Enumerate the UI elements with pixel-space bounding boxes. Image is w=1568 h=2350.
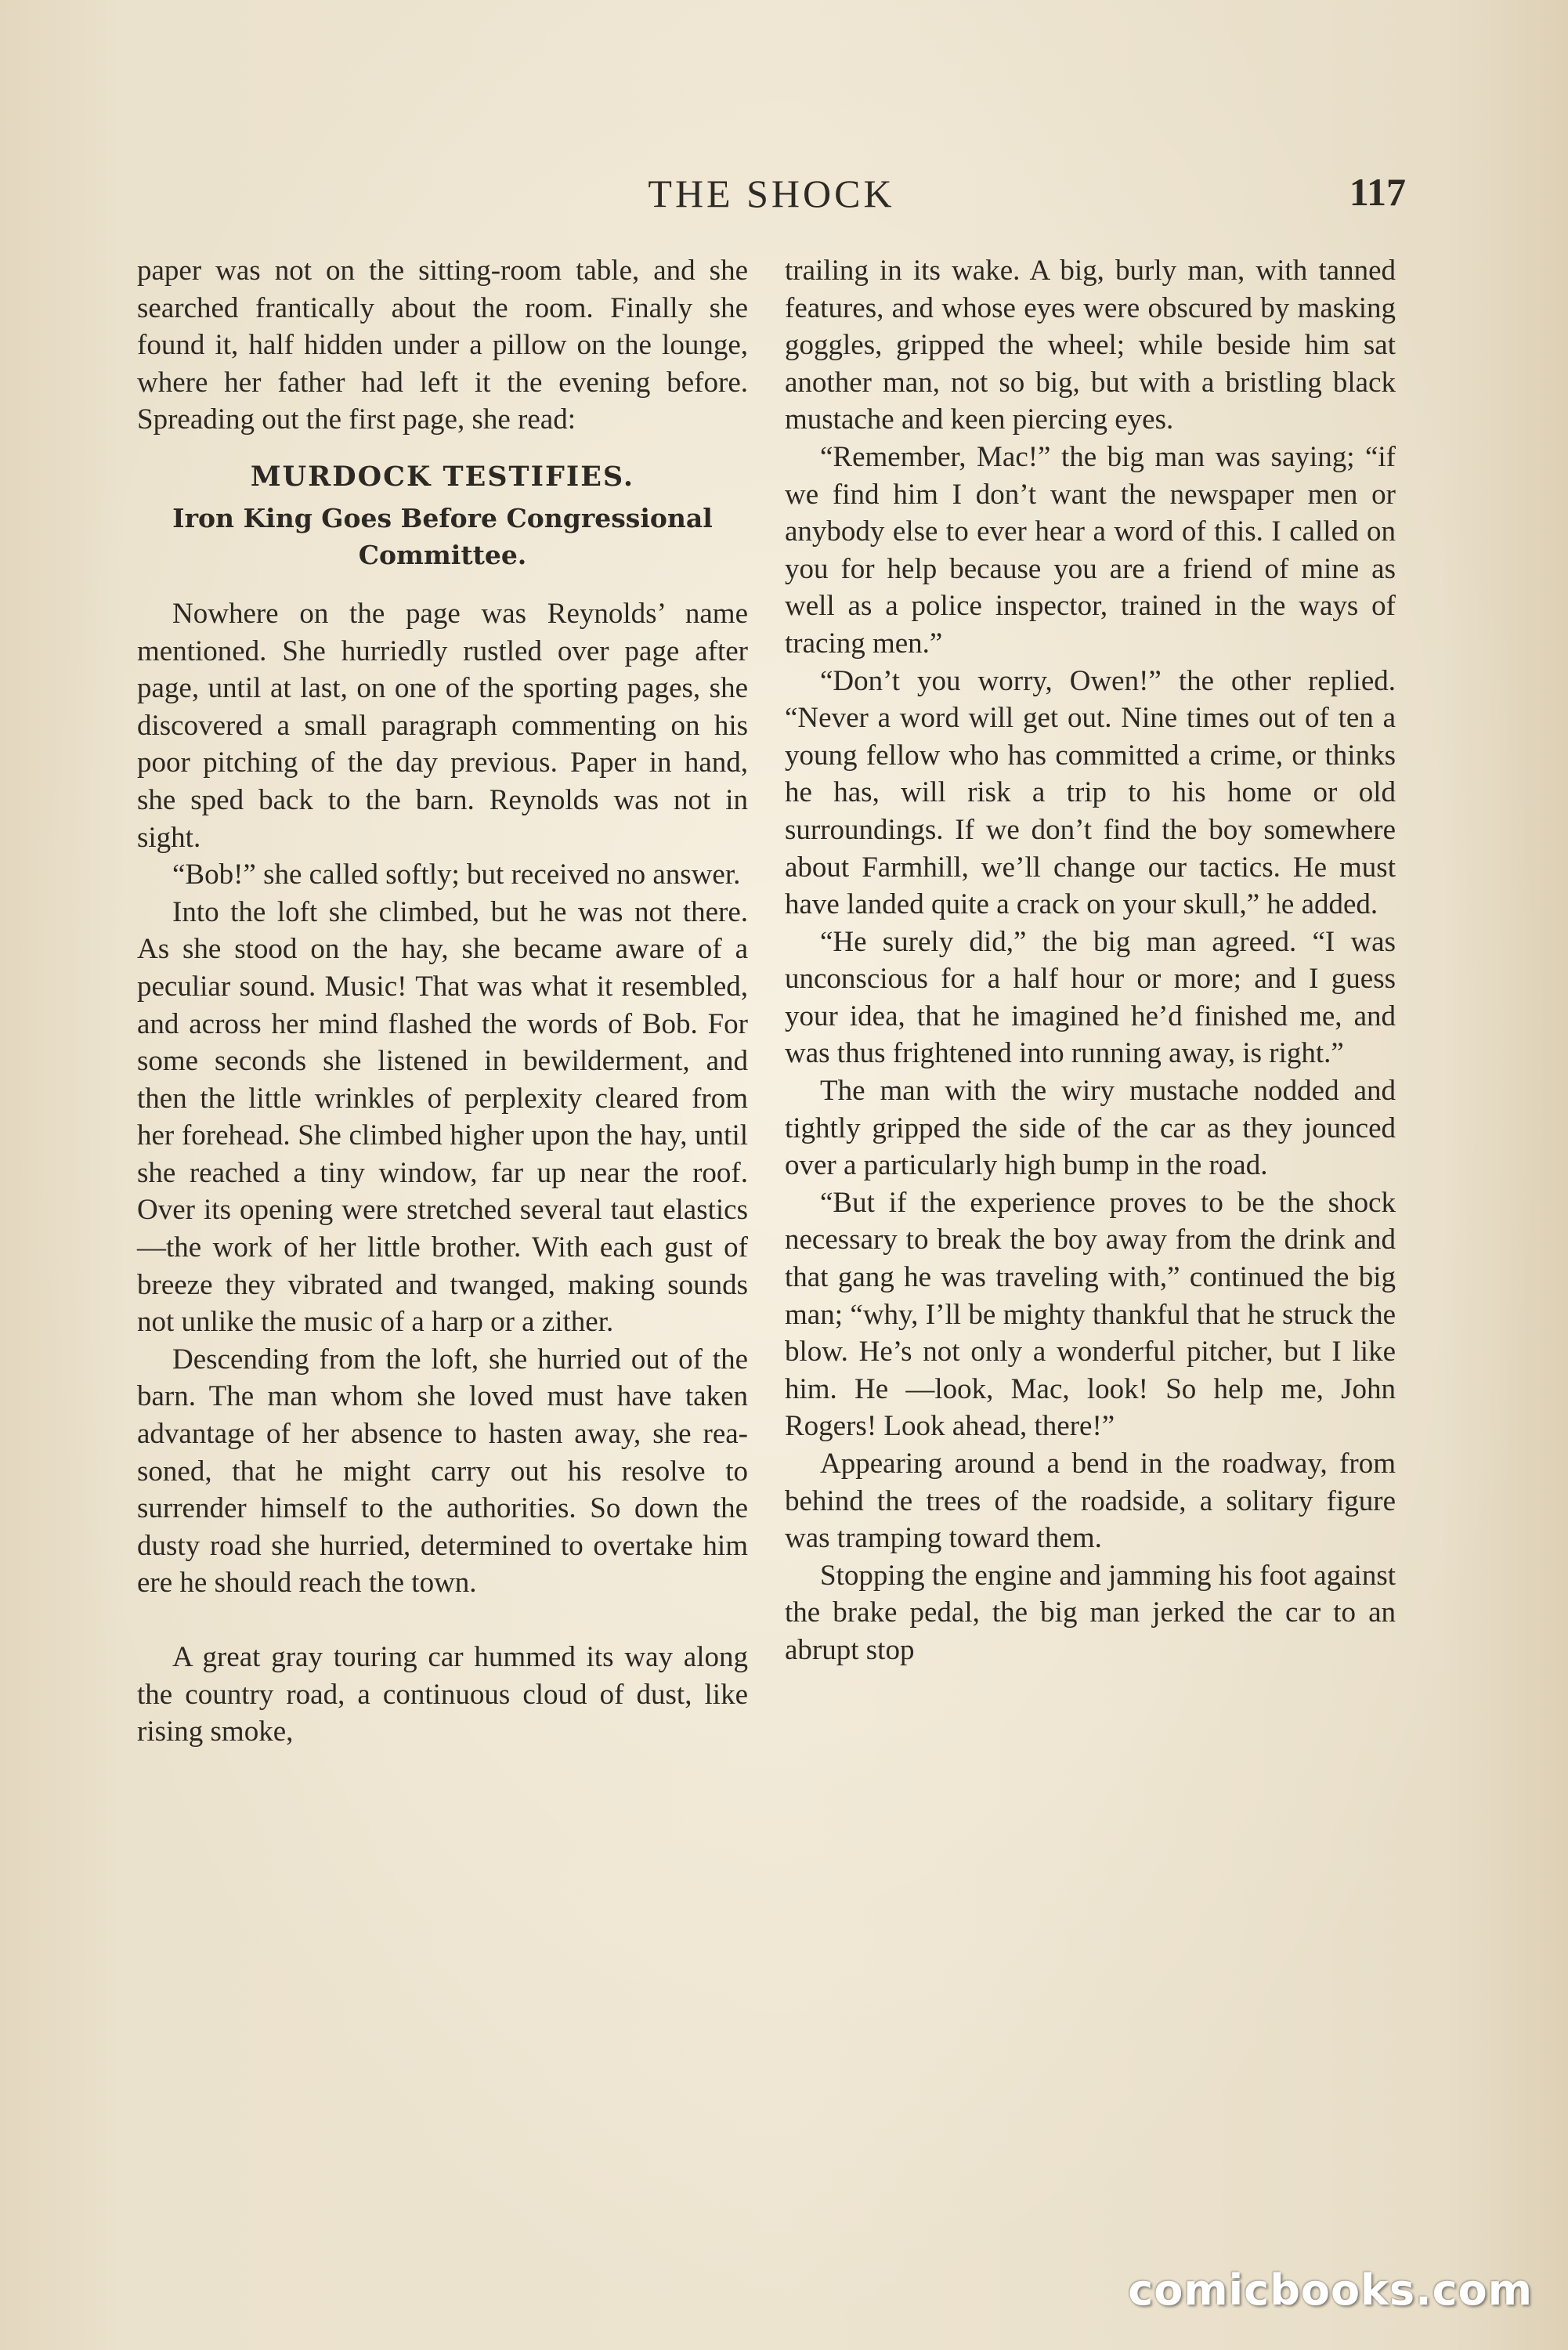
paragraph: The man with the wiry mustache nodded and tightly gripped the side of the car as they jounced over a particularly high bump in the road. <box>785 1075 1396 1182</box>
left-column <box>137 252 748 1751</box>
right-column <box>785 252 1396 1669</box>
paragraph: “Remember, Mac!” the big man was saying; “if we find him I don’t want the newspaper men or anybody else to ever hear a word of this. I called on you for help because you are a friend of mine as well as a police inspector, trained in the ways of tracing men.” <box>785 440 1396 660</box>
paragraph: Descending from the loft, she hurried out of the barn. The man whom she loved must have taken advantage of her absence to hasten away, she reasoned, that he might carry out his resolve to surrender himself to the authorities. So down the dusty road she hurried, determined to overtake him ere he should reach the town. <box>137 1343 748 1600</box>
paragraph: “Don’t you worry, Owen!” the other replied. “Never a word will get out. Nine times out of ten a young fellow who has committed a crime, or thinks he has, will risk a trip to his home or old surroundings. If we don’t find the boy somewhere about Farmhill, we’ll change our tactics. He must have landed quite a crack on your skull,” he added. <box>785 664 1396 921</box>
running-title: THE SHOCK <box>648 172 895 215</box>
page-number: 117 <box>1349 170 1406 214</box>
paragraph: A great gray touring car hummed its way along the country road, a continuous cloud of dust, like rising smoke, <box>137 1641 748 1748</box>
paragraph: “Bob!” she called softly; but received no answer. <box>172 859 741 891</box>
paragraph: “But if the experience proves to be the shock necessary to break the boy away from the drink and that gang he was traveling with,” continued the big man; “why, I’ll be mighty thankful that he struck the blow. He’s not only a wonderful pitcher, but I like him. He —look, Mac, look! So help me, John Rogers! Look ahead, there!” <box>785 1186 1396 1443</box>
newspaper-subheadline: Iron King Goes Before Congressional Committee. <box>172 502 713 570</box>
newspaper-headline: MURDOCK TESTIFIES. <box>250 460 635 493</box>
paragraph: trailing in its wake. A big, burly man, with tanned features, and whose eyes were obscured by masking goggles, gripped the wheel; while beside him sat another man, not so big, but with a bristling black mustache and keen piercing eyes. <box>785 255 1396 436</box>
paragraph: Into the loft she climbed, but he was not there. As she stood on the hay, she became aware of a peculiar sound. Music! That was what it resembled, and across her mind flashed the words of Bob. For some seconds she listened in bewilderment, and then the little wrinkles of perplexity cleared from her forehead. She climbed higher upon the hay, until she reached a tiny window, far up near the roof. Over its opening were stretched several taut elastics—the work of her little brother. With each gust of breeze they vibrated and twanged, making sounds not unlike the music of a harp or a zither. <box>137 895 748 1339</box>
paragraph: Appearing around a bend in the roadway, from behind the trees of the roadside, a solitary figure was tramping toward them. <box>785 1448 1396 1555</box>
paragraph: paper was not on the sitting-room table, and she searched frantically about the room. Finally she found it, half hidden under a pillow on the lounge, where her father had left it the evening before. Spreading out the first page, she read: <box>137 255 748 436</box>
page-header <box>137 171 1406 226</box>
watermark-logo: comicbooks.com <box>1128 2265 1533 2315</box>
paragraph: Stopping the engine and jamming his foot against the brake pedal, the big man jerked the car to an abrupt stop <box>785 1559 1396 1666</box>
paragraph: Nowhere on the page was Reynolds’ name mentioned. She hurriedly rustled over page after page, until at last, on one of the sporting pages, she discovered a small paragraph commenting on his poor pitching of the day previous. Paper in hand, she sped back to the barn. Reynolds was not in sight. <box>137 597 748 854</box>
paragraph: “He surely did,” the big man agreed. “I was unconscious for a half hour or more; and I guess your idea, that he imagined he’d finished me, and was thus frightened into running away, is right.” <box>785 925 1396 1070</box>
